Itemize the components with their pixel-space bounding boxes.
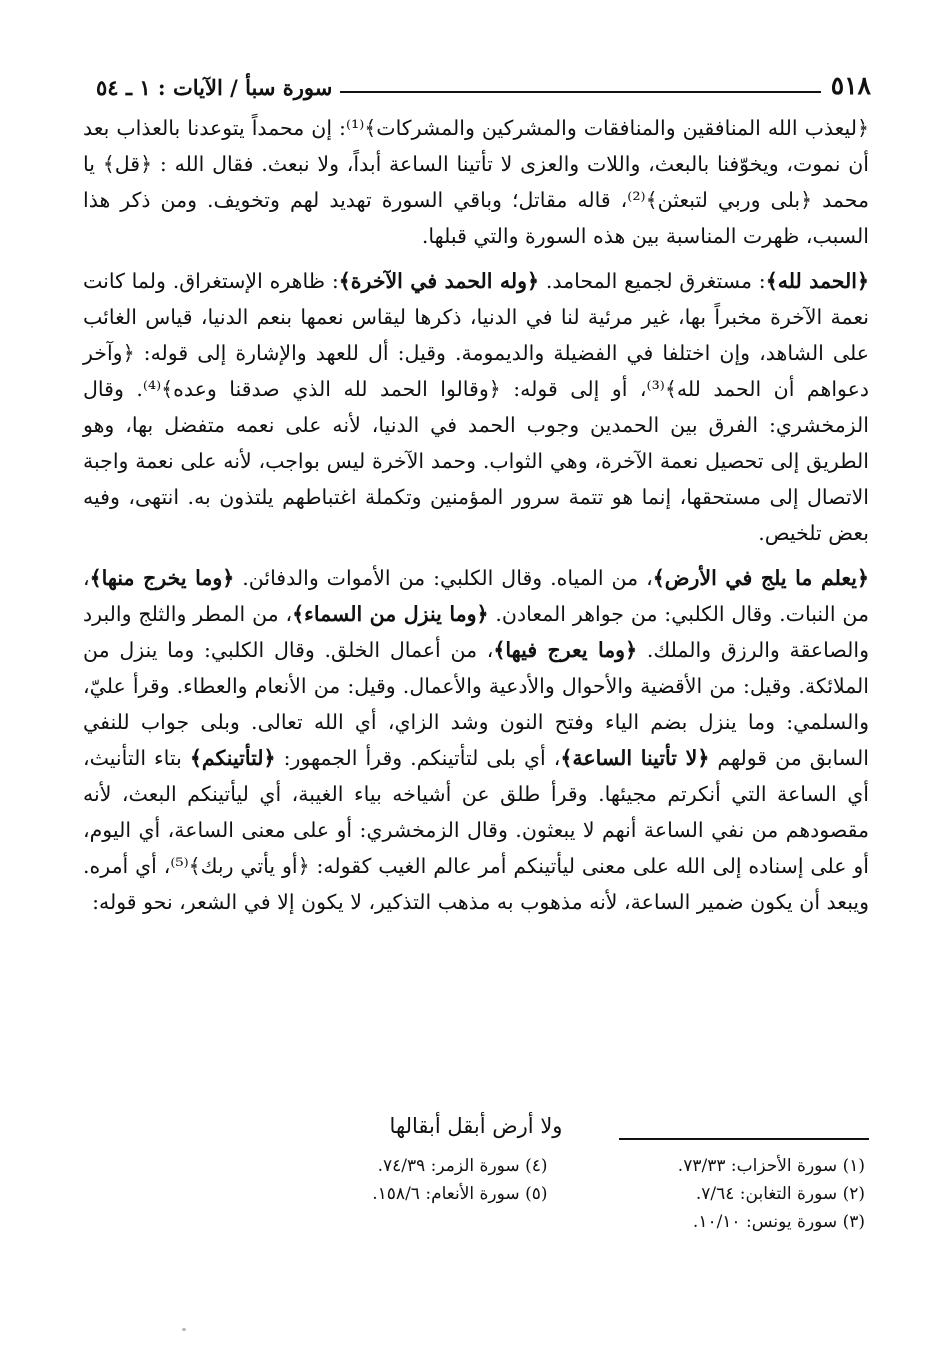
commentary-text: ﴿ليعذب الله المنافقين والمنافقات والمشركين والمشركات﴾⁽¹⁾ bbox=[345, 116, 869, 140]
footnotes-right-column bbox=[578, 1152, 866, 1236]
paragraph bbox=[83, 560, 869, 920]
footnote: (٥) سورة الأنعام: ١٥٨/٦. bbox=[372, 1184, 548, 1204]
quran-quote: ﴿وما يعرج فيها﴾ bbox=[493, 638, 638, 662]
commentary-text: ، من أعمال الخلق. وقال الكلبي: وما ينزل من الملائكة. وقيل: من الأقضية والأحوال والأدعية والأعمال. وقيل: من الأنعام والعطاء. وقرأ عليّ، والسلمي: وما ينزل بضم الياء وفتح النون وشد الزاي، أي الله تعالى. وبلى جواب للنفي السابق من قولهم bbox=[83, 638, 869, 770]
quran-quote: ﴿يعلم ما يلج في الأرض﴾ bbox=[652, 566, 869, 590]
commentary-text: ، أي بلى لتأتينكم. وقرأ الجمهور: bbox=[275, 746, 561, 770]
footnotes bbox=[260, 1152, 865, 1236]
footnote-separator bbox=[619, 1138, 869, 1140]
commentary-text: : ظاهره الإستغراق. ولما كانت نعمة الآخرة مخبراً بها، غير مرئية لنا في الدنيا، ذكرها ليقاس نعمها بنعم الدنيا، قياس الغائب على الشاهد، وإن اختلفا في الفضيلة والديمومة. وقيل: أل للعهد والإشارة إلى قوله: ﴿وآخر دعواهم أن الحمد لله﴾⁽³⁾، أو إلى قوله: ﴿وقالوا الحمد لله الذي صدقنا وعده﴾⁽⁴⁾. وقال الزمخشري: الفرق بين الحمدين وجوب الحمد في الدنيا، لأنه على نعمه متفضل بها، وهو الطريق إلى تحصيل نعمة الآخرة، وهي الثواب. وحمد الآخرة ليس بواجب، لأنه على نعمة واجبة الاتصال إلى مستحقها، إنما هو تتمة سرور المؤمنين وتكملة اغتباطهم يلتذون به. انتهى، وفيه بعض تلخيص. bbox=[83, 269, 869, 545]
page-number: ٥١٨ bbox=[830, 71, 871, 100]
paragraph bbox=[83, 263, 869, 551]
commentary-text: ، من المياه. وقال الكلبي: من الأموات والدفائن. bbox=[234, 566, 653, 590]
header-rule bbox=[340, 91, 820, 93]
quran-quote: ﴿وما ينزل من السماء﴾ bbox=[292, 602, 489, 626]
quran-quote: ﴿وما يخرج منها﴾ bbox=[89, 566, 235, 590]
footnotes-left-column bbox=[260, 1152, 548, 1236]
footnote: (٣) سورة يونس: ١٠/١٠. bbox=[692, 1212, 865, 1232]
footnote: (١) سورة الأحزاب: ٧٣/٣٣. bbox=[677, 1156, 865, 1176]
quran-quote: ﴿لتأتينكم﴾ bbox=[189, 746, 276, 770]
scan-speck bbox=[182, 1328, 186, 1331]
poetry-verse: ولا أرض أبقل أبقالها bbox=[389, 1114, 563, 1138]
paragraph bbox=[83, 110, 869, 254]
body-text bbox=[83, 110, 869, 920]
quran-quote: ﴿لا تأتينا الساعة﴾ bbox=[560, 746, 710, 770]
quran-quote: ﴿الحمد لله﴾ bbox=[765, 269, 869, 293]
commentary-text: بتاء التأنيث، أي الساعة التي أنكرتم مجيئها. وقرأ طلق عن أشياخه بياء الغيبة، أي ليأتينكم البعث، لأنه مقصودهم من نفي الساعة أنهم لا يبعثون. وقال الزمخشري: أو على معنى الساعة، أي اليوم، أو على إسناده إلى الله على معنى ليأتينكم أمر عالم الغيب كقوله: ﴿أو يأتي ربك﴾⁽⁵⁾، أي أمره. ويبعد أن يكون ضمير الساعة، لأنه مذهوب به مذهب التذكير، لا يكون إلا في الشعر، نحو قوله: bbox=[83, 746, 869, 914]
commentary-text: ، من المطر والثلج والبرد والصاعقة والرزق والملك. bbox=[83, 602, 869, 662]
running-head: سورة سبأ / الآيات : ١ ـ ٥٤ bbox=[96, 75, 333, 100]
commentary-text: : إن محمداً يتوعدنا بالعذاب بعد أن نموت، ويخوّفنا بالبعث، واللات والعزى لا تأتينا الساعة أبداً، ولا نبعث. فقال الله : ﴿قل﴾ يا محمد ﴿بلى وربي لتبعثن﴾⁽²⁾، قاله مقاتل؛ وباقي السورة تهديد لهم وتخويف. ومن ذكر هذا السبب، ظهرت المناسبة بين هذه السورة والتي قبلها. bbox=[83, 116, 869, 248]
page-header bbox=[96, 66, 871, 100]
commentary-text: : مستغرق لجميع المحامد. bbox=[539, 269, 766, 293]
commentary-text: ، من النبات. وقال الكلبي: من جواهر المعادن. bbox=[83, 566, 869, 626]
footnote: (٤) سورة الزمر: ٧٤/٣٩. bbox=[377, 1156, 548, 1176]
quran-quote: ﴿وله الحمد في الآخرة﴾ bbox=[338, 269, 540, 293]
footnote: (٢) سورة التغابن: ٧/٦٤. bbox=[695, 1184, 865, 1204]
